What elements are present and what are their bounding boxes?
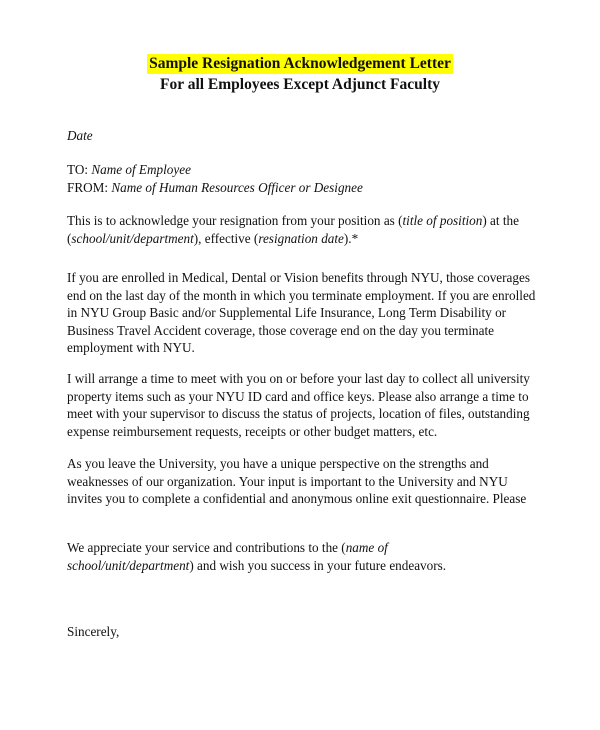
paragraph-line: expense reimbursement requests, receipts or other budget matters, etc. bbox=[67, 423, 438, 439]
from-line bbox=[67, 179, 527, 197]
paragraph-line: property items such as your NYU ID card and office keys. Please also arrange a time to bbox=[67, 388, 529, 404]
department-placeholder: school/unit/department bbox=[71, 230, 194, 246]
paragraph-line: end on the last day of the month in which you terminate employment. If you are enrolled bbox=[67, 287, 536, 303]
paragraph-line: meet with your supervisor to discuss the status of projects, location of files, outstanding bbox=[67, 406, 530, 421]
date-placeholder: Date bbox=[67, 128, 93, 143]
paragraph-line bbox=[67, 212, 527, 230]
to-prefix: TO: bbox=[67, 162, 92, 177]
paragraph-line: invites you to complete a confidential and anonymous online exit questionnaire. Please bbox=[67, 491, 527, 506]
paragraph-line bbox=[67, 557, 527, 575]
title-subtitle-line: For all Employees Except Adjunct Faculty bbox=[160, 76, 440, 93]
text-run: ).* bbox=[343, 230, 359, 246]
paragraph-benefits bbox=[67, 269, 536, 357]
letter-title bbox=[0, 54, 600, 95]
title-highlighted-line: Sample Resignation Acknowledgement Letter bbox=[149, 55, 451, 72]
paragraph-line: Business Travel Accident coverage, those coverage end on the day you terminate bbox=[67, 322, 495, 338]
from-value: Name of Human Resources Officer or Designee bbox=[111, 179, 363, 195]
title-of-position-placeholder: title of position bbox=[402, 213, 483, 228]
date-line bbox=[67, 127, 527, 145]
paragraph-appreciation bbox=[67, 539, 527, 574]
text-run: ) at the bbox=[482, 213, 519, 228]
to-line bbox=[67, 161, 527, 179]
paragraph-exit-questionnaire bbox=[67, 455, 527, 508]
paragraph-meeting bbox=[67, 370, 530, 440]
to-value: Name of Employee bbox=[91, 162, 191, 177]
text-run: This is to acknowledge your resignation from your position as ( bbox=[67, 213, 403, 228]
paragraph-line: As you leave the University, you have a unique perspective on the strengths and bbox=[67, 456, 489, 471]
closing-line bbox=[67, 623, 527, 641]
resignation-date-placeholder: resignation date bbox=[258, 230, 344, 246]
paragraph-line bbox=[67, 539, 527, 557]
text-run: ) and wish you success in your future endeavors. bbox=[189, 557, 447, 573]
from-prefix: FROM: bbox=[67, 179, 112, 195]
name-placeholder: name of bbox=[345, 540, 388, 555]
paragraph-acknowledgement bbox=[67, 212, 527, 247]
paragraph-line bbox=[67, 230, 527, 248]
paragraph-line: weaknesses of our organization. Your input is important to the University and NYU bbox=[67, 473, 508, 489]
paragraph-line: in NYU Group Basic and/or Supplemental Life Insurance, Long Term Disability or bbox=[67, 305, 507, 320]
paragraph-line: I will arrange a time to meet with you on or before your last day to collect all university bbox=[67, 371, 530, 386]
paragraph-line: If you are enrolled in Medical, Dental or Vision benefits through NYU, those coverages bbox=[67, 270, 530, 285]
closing-text: Sincerely, bbox=[67, 624, 120, 639]
department-placeholder: school/unit/department bbox=[67, 557, 190, 573]
paragraph-line: employment with NYU. bbox=[67, 340, 195, 355]
text-run: ( bbox=[67, 230, 72, 246]
text-run: We appreciate your service and contributions to the ( bbox=[67, 540, 346, 555]
address-block bbox=[67, 161, 527, 196]
text-run: ), effective ( bbox=[193, 230, 259, 246]
